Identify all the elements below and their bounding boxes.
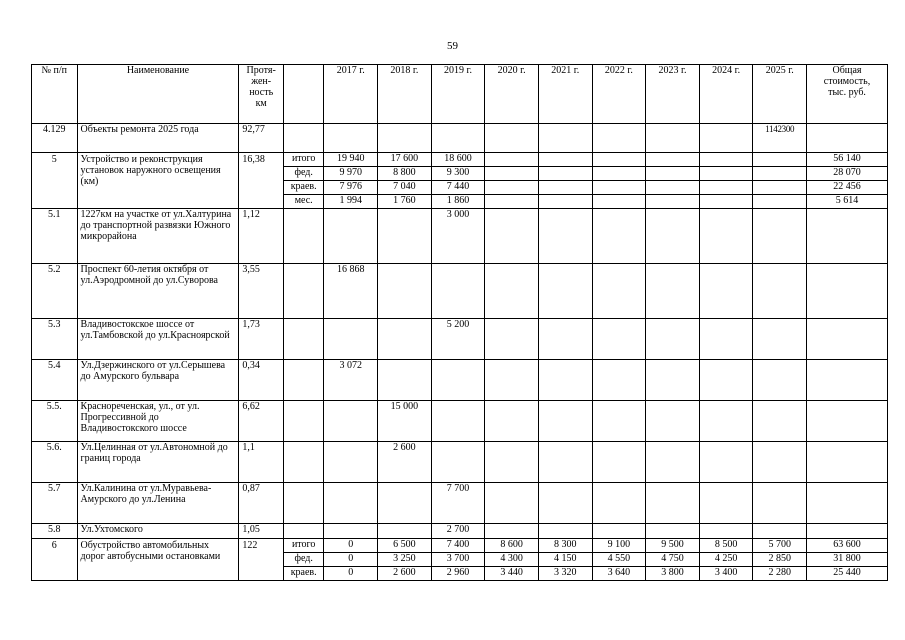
year-value-2021: [538, 264, 592, 319]
total-cost: 25 440: [807, 567, 888, 581]
row-name: Устройство и реконструкция установок наружного освещения (км): [77, 153, 239, 209]
row-name: Ул.Дзержинского от ул.Серышева до Амурского бульвара: [77, 360, 239, 401]
header-type: [283, 65, 323, 124]
year-value-2017: 0: [324, 553, 378, 567]
year-value-2022: [592, 209, 646, 264]
row-name: 1227км на участке от ул.Халтурина до транспортной развязки Южного микрорайона: [77, 209, 239, 264]
row-length: 6,62: [239, 401, 284, 442]
row-number: 6: [32, 539, 78, 581]
year-value-2017: 7 976: [324, 181, 378, 195]
table-row: [32, 483, 888, 524]
year-value-2021: [538, 124, 592, 153]
year-value-2020: [485, 124, 539, 153]
year-value-2022: [592, 319, 646, 360]
year-value-2018: [378, 483, 432, 524]
year-value-2025: [753, 209, 807, 264]
year-value-2020: [485, 181, 539, 195]
year-value-2023: [646, 524, 700, 539]
year-value-2022: [592, 524, 646, 539]
row-number: 5.5.: [32, 401, 78, 442]
row-length: 3,55: [239, 264, 284, 319]
year-value-2019: 7 400: [431, 539, 485, 553]
table-row: [32, 442, 888, 483]
header-name: Наименование: [77, 65, 239, 124]
funding-type: краев.: [283, 567, 323, 581]
year-value-2021: [538, 442, 592, 483]
row-name: Владивостокское шоссе от ул.Тамбовской до ул.Красноярской: [77, 319, 239, 360]
year-value-2025: [753, 524, 807, 539]
table-row: [32, 209, 888, 264]
row-length: 1,73: [239, 319, 284, 360]
year-value-2017: [324, 524, 378, 539]
year-value-2018: 1 760: [378, 195, 432, 209]
year-value-2020: [485, 360, 539, 401]
budget-table: [31, 64, 888, 581]
total-cost: 63 600: [807, 539, 888, 553]
year-value-2020: [485, 401, 539, 442]
year-value-2025: 2 850: [753, 553, 807, 567]
year-value-2021: [538, 195, 592, 209]
year-value-2025: [753, 153, 807, 167]
year-value-2017: 16 868: [324, 264, 378, 319]
year-value-2023: [646, 264, 700, 319]
row-number: 5: [32, 153, 78, 209]
year-value-2025: [753, 401, 807, 442]
year-value-2023: [646, 124, 700, 153]
year-value-2020: [485, 319, 539, 360]
row-number: 5.8: [32, 524, 78, 539]
total-cost: [807, 483, 888, 524]
table-row: [32, 401, 888, 442]
funding-type: [283, 483, 323, 524]
year-value-2021: [538, 360, 592, 401]
year-value-2024: [699, 181, 753, 195]
year-value-2024: [699, 401, 753, 442]
table-row: [32, 319, 888, 360]
year-value-2024: [699, 360, 753, 401]
year-value-2017: [324, 401, 378, 442]
year-value-2024: 3 400: [699, 567, 753, 581]
row-number: 5.7: [32, 483, 78, 524]
year-value-2025: 2 280: [753, 567, 807, 581]
year-value-2019: 2 700: [431, 524, 485, 539]
row-number: 4.129: [32, 124, 78, 153]
year-value-2018: 6 500: [378, 539, 432, 553]
year-value-2023: [646, 153, 700, 167]
year-value-2022: [592, 195, 646, 209]
funding-type: фед.: [283, 553, 323, 567]
year-value-2025: [753, 319, 807, 360]
year-value-2017: 9 970: [324, 167, 378, 181]
year-value-2024: 4 250: [699, 553, 753, 567]
year-value-2022: [592, 167, 646, 181]
table-row: [32, 264, 888, 319]
year-value-2017: 3 072: [324, 360, 378, 401]
year-value-2018: 15 000: [378, 401, 432, 442]
year-value-2024: [699, 195, 753, 209]
year-value-2022: [592, 483, 646, 524]
year-value-2020: [485, 209, 539, 264]
row-name: Ул.Целинная от ул.Автономной до границ города: [77, 442, 239, 483]
header-2018: 2018 г.: [378, 65, 432, 124]
year-value-2024: [699, 483, 753, 524]
year-value-2020: [485, 153, 539, 167]
year-value-2019: 7 700: [431, 483, 485, 524]
funding-type: итого: [283, 539, 323, 553]
year-value-2019: 18 600: [431, 153, 485, 167]
year-value-2025: [753, 442, 807, 483]
year-value-2018: 17 600: [378, 153, 432, 167]
total-cost: [807, 360, 888, 401]
year-value-2021: [538, 181, 592, 195]
year-value-2020: 3 440: [485, 567, 539, 581]
year-value-2023: 4 750: [646, 553, 700, 567]
year-value-2022: [592, 181, 646, 195]
year-value-2025: [753, 167, 807, 181]
year-value-2017: [324, 442, 378, 483]
year-value-2020: 8 600: [485, 539, 539, 553]
year-value-2021: [538, 209, 592, 264]
total-cost: [807, 209, 888, 264]
page-number: 59: [447, 40, 458, 52]
year-value-2019: 7 440: [431, 181, 485, 195]
year-value-2024: [699, 442, 753, 483]
year-value-2025: [753, 181, 807, 195]
year-value-2022: 4 550: [592, 553, 646, 567]
year-value-2018: [378, 264, 432, 319]
funding-type: краев.: [283, 181, 323, 195]
header-2022: 2022 г.: [592, 65, 646, 124]
year-value-2020: [485, 264, 539, 319]
year-value-2021: [538, 167, 592, 181]
year-value-2023: [646, 360, 700, 401]
row-number: 5.4: [32, 360, 78, 401]
year-value-2023: [646, 401, 700, 442]
year-value-2022: [592, 124, 646, 153]
year-value-2018: [378, 319, 432, 360]
year-value-2018: 3 250: [378, 553, 432, 567]
year-value-2019: [431, 360, 485, 401]
year-value-2021: [538, 319, 592, 360]
row-name: Обустройство автомобильных дорог автобусными остановками: [77, 539, 239, 581]
total-cost: 31 800: [807, 553, 888, 567]
year-value-2020: 4 300: [485, 553, 539, 567]
year-value-2024: [699, 264, 753, 319]
row-length: 92,77: [239, 124, 284, 153]
row-name: Краснореченская, ул., от ул. Прогрессивной до Владивостокского шоссе: [77, 401, 239, 442]
year-value-2025: [753, 483, 807, 524]
year-value-2018: [378, 360, 432, 401]
year-value-2024: [699, 167, 753, 181]
row-length: 16,38: [239, 153, 284, 209]
funding-type: фед.: [283, 167, 323, 181]
header-2023: 2023 г.: [646, 65, 700, 124]
year-value-2020: [485, 195, 539, 209]
table-row: [32, 360, 888, 401]
year-value-2023: 3 800: [646, 567, 700, 581]
year-value-2020: [485, 167, 539, 181]
year-value-2021: [538, 153, 592, 167]
year-value-2017: 0: [324, 567, 378, 581]
total-cost: [807, 264, 888, 319]
funding-type: [283, 264, 323, 319]
year-value-2023: [646, 209, 700, 264]
total-cost: [807, 401, 888, 442]
total-cost: [807, 124, 888, 153]
row-length: 122: [239, 539, 284, 581]
row-name: Ул.Ухтомского: [77, 524, 239, 539]
year-value-2017: [324, 483, 378, 524]
header-2021: 2021 г.: [538, 65, 592, 124]
year-value-2022: 9 100: [592, 539, 646, 553]
header-length: Протя- жен- ность км: [239, 65, 284, 124]
header-number: № п/п: [32, 65, 78, 124]
year-value-2017: 0: [324, 539, 378, 553]
year-value-2023: [646, 483, 700, 524]
year-value-2017: [324, 319, 378, 360]
year-value-2019: [431, 401, 485, 442]
total-cost: 28 070: [807, 167, 888, 181]
row-length: 0,34: [239, 360, 284, 401]
year-value-2019: 3 000: [431, 209, 485, 264]
year-value-2023: [646, 442, 700, 483]
row-length: 1,12: [239, 209, 284, 264]
year-value-2023: 9 500: [646, 539, 700, 553]
row-name: Объекты ремонта 2025 года: [77, 124, 239, 153]
table-row: [32, 153, 888, 167]
row-number: 5.3: [32, 319, 78, 360]
table-row: [32, 539, 888, 553]
year-value-2025: 5 700: [753, 539, 807, 553]
funding-type: мес.: [283, 195, 323, 209]
year-value-2018: [378, 524, 432, 539]
table-row: [32, 524, 888, 539]
year-value-2023: [646, 181, 700, 195]
funding-type: итого: [283, 153, 323, 167]
year-value-2018: 2 600: [378, 567, 432, 581]
year-value-2020: [485, 442, 539, 483]
row-length: 0,87: [239, 483, 284, 524]
year-value-2019: [431, 264, 485, 319]
year-value-2024: [699, 124, 753, 153]
total-cost: [807, 442, 888, 483]
year-value-2019: 5 200: [431, 319, 485, 360]
header-2024: 2024 г.: [699, 65, 753, 124]
year-value-2019: 2 960: [431, 567, 485, 581]
header-2025: 2025 г.: [753, 65, 807, 124]
row-length: 1,1: [239, 442, 284, 483]
year-value-2017: 1 994: [324, 195, 378, 209]
funding-type: [283, 524, 323, 539]
year-value-2019: 3 700: [431, 553, 485, 567]
row-length: 1,05: [239, 524, 284, 539]
table-row: [32, 124, 888, 153]
year-value-2023: [646, 319, 700, 360]
year-value-2020: [485, 483, 539, 524]
year-value-2024: [699, 153, 753, 167]
funding-type: [283, 442, 323, 483]
year-value-2025: [753, 360, 807, 401]
year-value-2024: [699, 319, 753, 360]
total-cost: 22 456: [807, 181, 888, 195]
year-value-2019: 9 300: [431, 167, 485, 181]
header-total: Общая стоимость, тыс. руб.: [807, 65, 888, 124]
year-value-2017: [324, 209, 378, 264]
year-value-2022: [592, 264, 646, 319]
year-value-2021: [538, 483, 592, 524]
year-value-2025: [753, 264, 807, 319]
total-cost: 5 614: [807, 195, 888, 209]
row-number: 5.2: [32, 264, 78, 319]
year-value-2018: 7 040: [378, 181, 432, 195]
year-value-2019: [431, 124, 485, 153]
year-value-2024: [699, 209, 753, 264]
header-2020: 2020 г.: [485, 65, 539, 124]
funding-type: [283, 360, 323, 401]
year-value-2021: [538, 401, 592, 442]
year-value-2022: [592, 153, 646, 167]
year-value-2020: [485, 524, 539, 539]
header-row: [32, 65, 888, 124]
year-value-2023: [646, 195, 700, 209]
row-number: 5.1: [32, 209, 78, 264]
funding-type: [283, 209, 323, 264]
header-2017: 2017 г.: [324, 65, 378, 124]
header-2019: 2019 г.: [431, 65, 485, 124]
total-cost: 56 140: [807, 153, 888, 167]
year-value-2024: [699, 524, 753, 539]
year-value-2022: [592, 360, 646, 401]
year-value-2017: [324, 124, 378, 153]
year-value-2024: 8 500: [699, 539, 753, 553]
funding-type: [283, 319, 323, 360]
year-value-2022: [592, 401, 646, 442]
row-name: Проспект 60-летия октября от ул.Аэродромной до ул.Суворова: [77, 264, 239, 319]
year-value-2018: [378, 124, 432, 153]
total-cost: [807, 524, 888, 539]
year-value-2019: [431, 442, 485, 483]
row-number: 5.6.: [32, 442, 78, 483]
year-value-2017: 19 940: [324, 153, 378, 167]
funding-type: [283, 124, 323, 153]
row-name: Ул.Калинина от ул.Муравьева-Амурского до ул.Ленина: [77, 483, 239, 524]
year-value-2021: 3 320: [538, 567, 592, 581]
year-value-2021: [538, 524, 592, 539]
year-value-2022: 3 640: [592, 567, 646, 581]
year-value-2025: [753, 195, 807, 209]
year-value-2019: 1 860: [431, 195, 485, 209]
year-value-2025: 1142300: [753, 124, 807, 153]
year-value-2022: [592, 442, 646, 483]
total-cost: [807, 319, 888, 360]
year-value-2021: 4 150: [538, 553, 592, 567]
year-value-2021: 8 300: [538, 539, 592, 553]
year-value-2023: [646, 167, 700, 181]
year-value-2018: 8 800: [378, 167, 432, 181]
year-value-2018: 2 600: [378, 442, 432, 483]
funding-type: [283, 401, 323, 442]
year-value-2018: [378, 209, 432, 264]
